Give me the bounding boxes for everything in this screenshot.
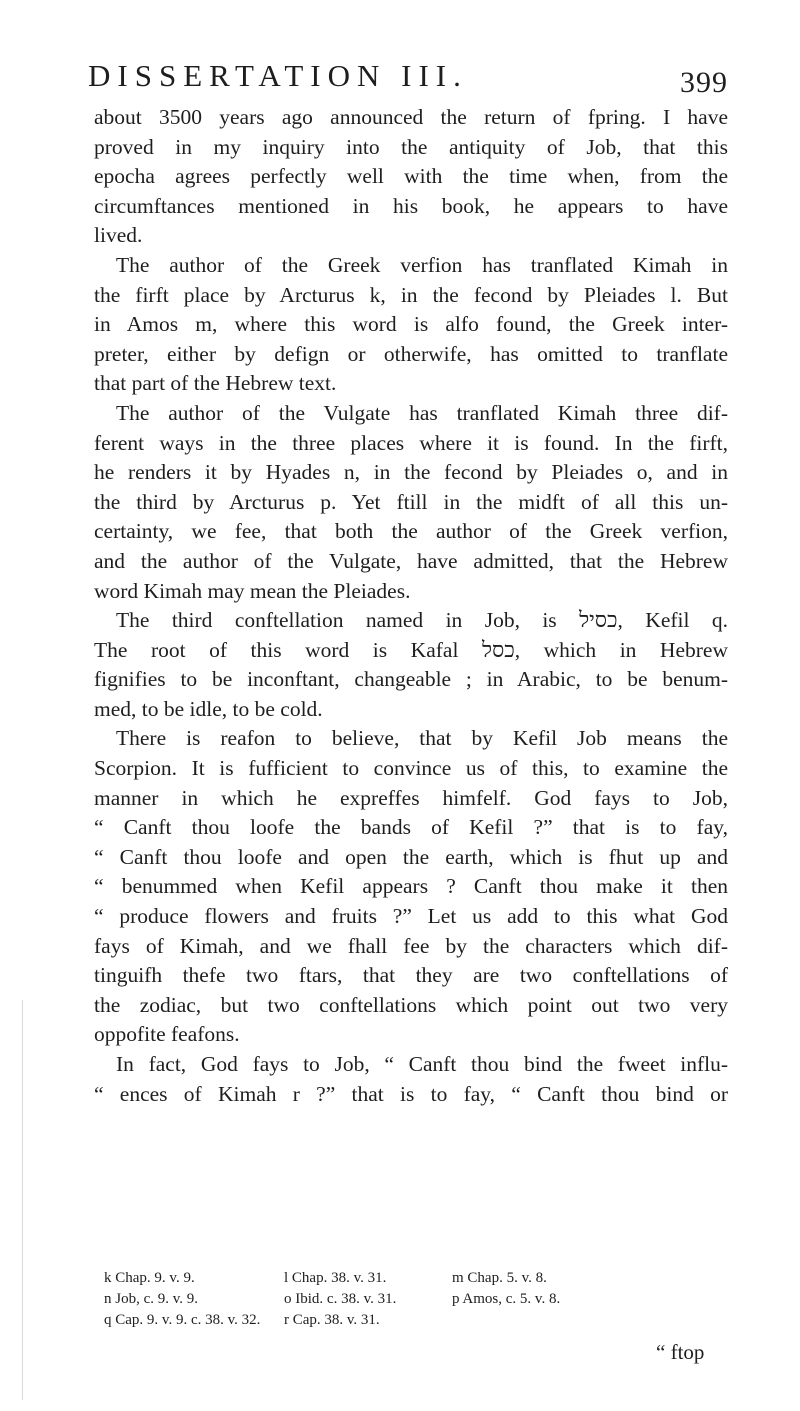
footnote-row (104, 1268, 704, 1289)
text-line: that part of the Hebrew text. (94, 371, 337, 396)
text-line: The author of the Vulgate has tranflated Kimah three dif- (116, 400, 728, 425)
text-line: “ benummed when Kefil appears ? Canft thou make it then (94, 874, 728, 899)
footnote: l Chap. 38. v. 31. (284, 1270, 387, 1286)
text-line: “ Canft thou loofe the bands of Kefil ?” that is to fay, (94, 815, 728, 840)
text-line: and the author of the Vulgate, have admitted, that the Hebrew (94, 548, 728, 573)
text-line: There is reafon to believe, that by Kefil Job means the (116, 726, 728, 751)
running-head (88, 58, 728, 98)
text-line: “ produce flowers and fruits ?” Let us add to this what God (94, 904, 728, 929)
catchword: “ ftop (656, 1340, 705, 1364)
text-line: in Amos m, where this word is alfo found, the Greek inter- (94, 312, 728, 337)
text-line: “ ences of Kimah r ?” that is to fay, “ Canft thou bind or (94, 1081, 728, 1106)
text-line: circumftances mentioned in his book, he appears to have (94, 193, 728, 218)
scan-edge-line (22, 1000, 23, 1400)
page-number: 399 (680, 66, 728, 99)
footnote-row (104, 1289, 704, 1310)
text-line: Scorpion. It is fufficient to convince us of this, to examine the (94, 756, 728, 781)
text-line: lived. (94, 223, 143, 248)
body-text (94, 103, 728, 1109)
text-line: manner in which he expreffes himfelf. God fays to Job, (94, 785, 728, 810)
text-line: about 3500 years ago announced the return of fpring. I have (94, 105, 728, 129)
text-line: In fact, God fays to Job, “ Canft thou bind the fweet influ- (116, 1052, 728, 1076)
text-line: the firft place by Arcturus k, in the fecond by Pleiades l. But (94, 282, 728, 307)
text-line: preter, either by defign or otherwife, has omitted to tranflate (94, 341, 728, 366)
footnote: p Amos, c. 5. v. 8. (452, 1291, 561, 1307)
text-line: word Kimah may mean the Pleiades. (94, 578, 411, 603)
footnote: q Cap. 9. v. 9. c. 38. v. 32. (104, 1312, 261, 1328)
text-line: med, to be idle, to be cold. (94, 696, 323, 721)
text-line: The root of this word is Kafal כסל, which in Hebrew (94, 637, 728, 662)
text-line: the zodiac, but two conftellations which point out two very (94, 992, 728, 1017)
text-line: fays of Kimah, and we fhall fee by the characters which dif- (94, 933, 728, 958)
text-line: certainty, we fee, that both the author of the Greek verfion, (94, 519, 728, 544)
text-line: the third by Arcturus p. Yet ftill in the midft of all this un- (94, 489, 728, 514)
text-line: proved in my inquiry into the antiquity of Job, that this (94, 134, 728, 159)
text-line: fignifies to be inconftant, changeable ; in Arabic, to be benum- (94, 667, 728, 692)
running-title: DISSERTATION III. (88, 58, 468, 93)
footnote: m Chap. 5. v. 8. (452, 1270, 547, 1286)
footnote: r Cap. 38. v. 31. (284, 1312, 380, 1328)
footnote-row (104, 1310, 704, 1331)
text-line: ferent ways in the three places where it is found. In the firft, (94, 430, 728, 455)
footnote: o Ibid. c. 38. v. 31. (284, 1291, 397, 1307)
footnote: n Job, c. 9. v. 9. (104, 1291, 199, 1307)
text-line: “ Canft thou loofe and open the earth, which is fhut up and (94, 844, 728, 869)
text-line: The author of the Greek verfion has tranflated Kimah in (116, 252, 728, 277)
text-line: epocha agrees perfectly well with the time when, from the (94, 164, 728, 189)
footnote: k Chap. 9. v. 9. (104, 1270, 195, 1286)
text-line: The third conftellation named in Job, is כסיל, Kefil q. (116, 608, 728, 633)
footnotes (104, 1268, 704, 1331)
text-line: oppofite feafons. (94, 1022, 240, 1047)
text-line: he renders it by Hyades n, in the fecond by Pleiades o, and in (94, 460, 728, 485)
text-line: tinguifh thefe two ftars, that they are two conftellations of (94, 963, 728, 988)
